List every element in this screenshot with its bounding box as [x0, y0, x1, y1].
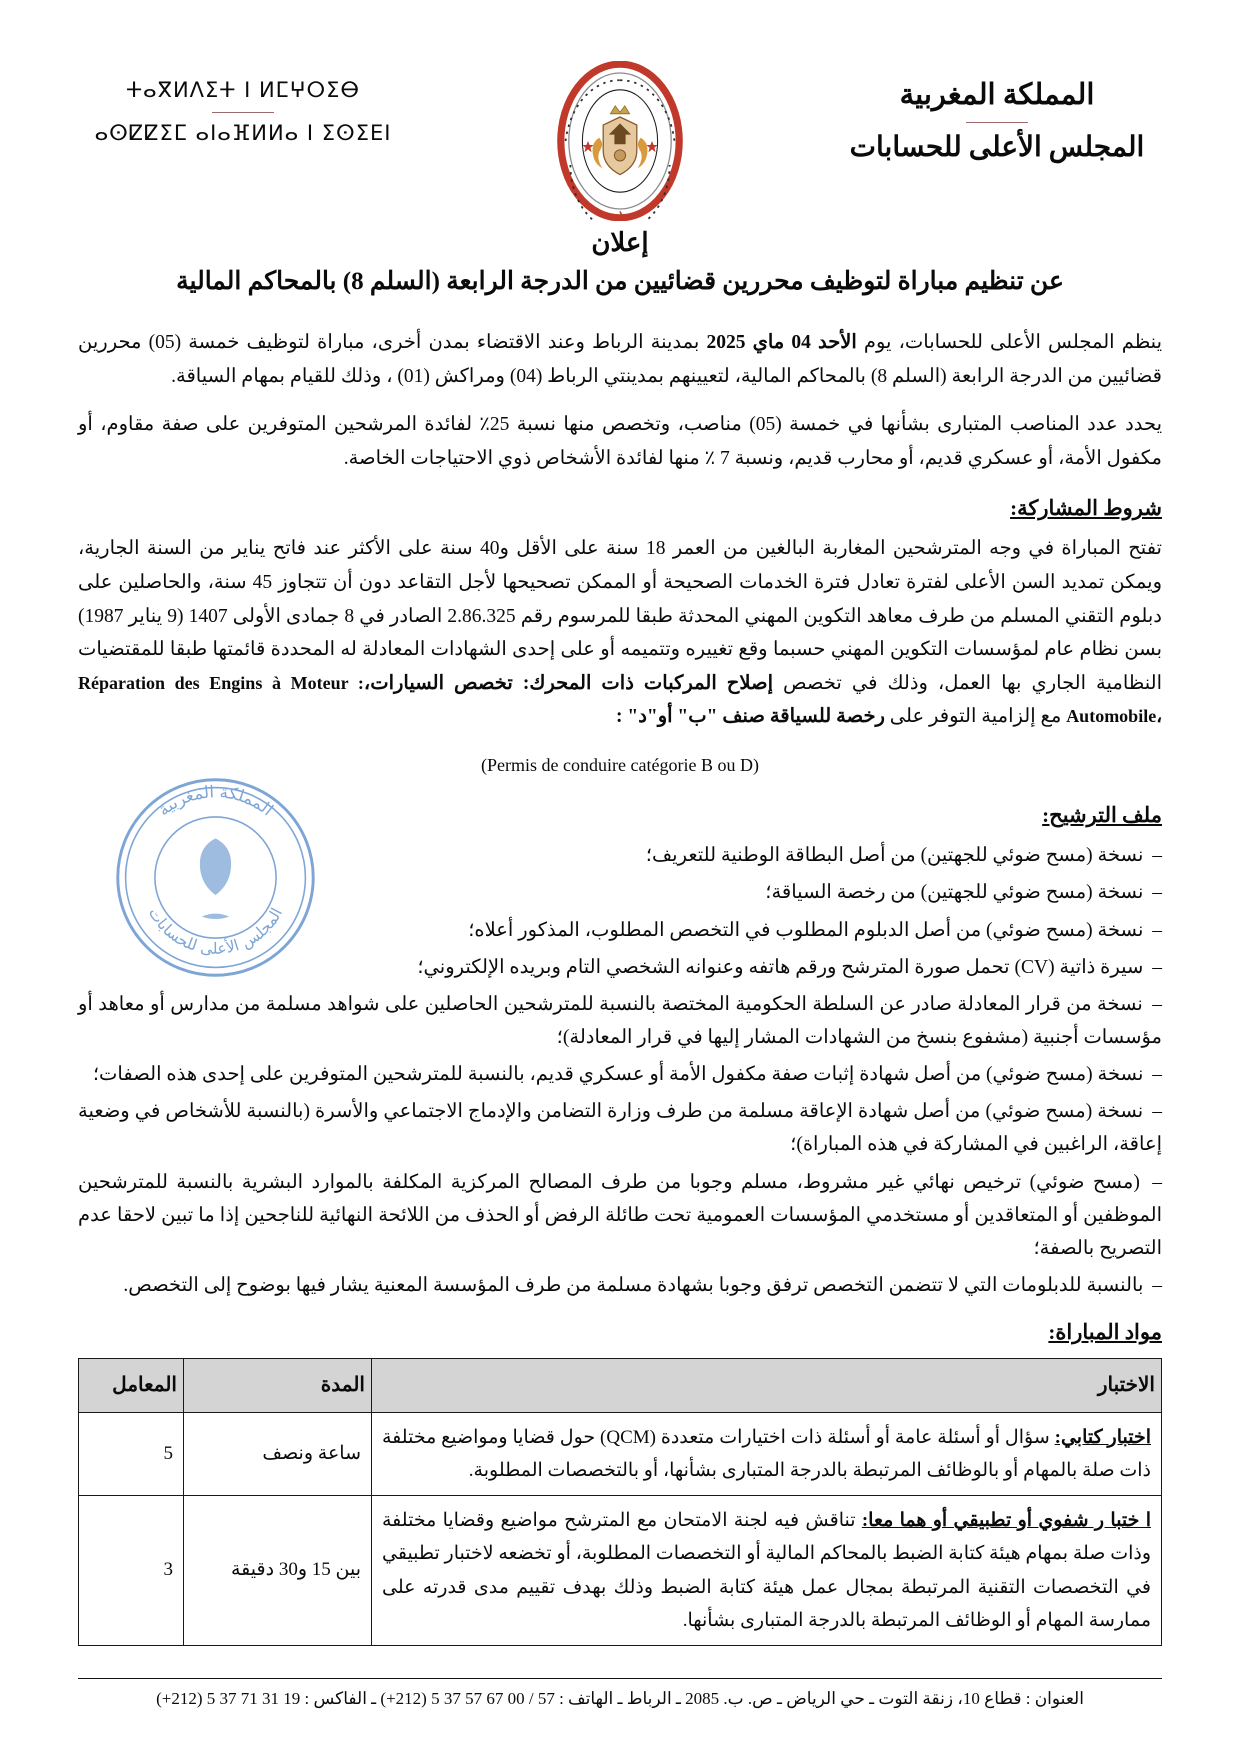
- exam-description-text: تناقش فيه لجنة الامتحان مع المترشح مواضيع وقضايا مختلفة وذات صلة بمهام هيئة كتابة الضبط بالمحاكم المالية أو التخصصات المطلوبة، أو تخضعه لاختبار تطبيقي في التخصصات التقنية المرتبطة بمجال عمل هيئة كتابة الضبط وذلك بهدف تقييم مدى قدرته على ممارسة المهام أو الوظائف المرتبطة بالدرجة المتبارى بشأنها.: [382, 1510, 1151, 1631]
- masthead-tifinagh: [78, 55, 408, 147]
- footer-divider: [78, 1678, 1162, 1679]
- list-item: [78, 914, 1162, 947]
- table-row: [79, 1496, 1162, 1646]
- list-item: [78, 1166, 1162, 1265]
- list-item-label: نسخة (مسح ضوئي) من أصل شهادة إثبات صفة مكفول الأمة أو عسكري قديم، بالنسبة للمترشحين المتوفرين على إحدى هذه الصفات؛: [92, 1064, 1144, 1086]
- exam-duration-cell: ساعة ونصف: [184, 1412, 372, 1496]
- council-label-ar: المجلس الأعلى للحسابات: [849, 132, 1145, 164]
- exam-type-label: ا ختبا ر شفوي أو تطبيقي أو هما معا:: [861, 1510, 1152, 1532]
- intro-paragraph-2: يحدد عدد المناصب المتبارى بشأنها في خمسة (05) مناصب، وتخصص منها نسبة 25٪ لفائدة المرشحين المتوفرين على صفة مقاوم، أو مكفول الأمة، أو عسكري قديم، أو محارب قديم، ونسبة 7 ٪ منها لفائدة الأشخاص ذوي الاحتياجات الخاصة.: [78, 414, 1162, 469]
- list-bullet-dash: –: [1152, 1275, 1162, 1296]
- exams-table-body: [79, 1412, 1162, 1646]
- list-bullet-dash: –: [1152, 956, 1162, 978]
- section-heading-exams: مواد المباراة:: [1048, 1320, 1162, 1345]
- exam-duration-cell: بين 15 و30 دقيقة: [184, 1496, 372, 1646]
- list-bullet-dash: –: [1152, 1101, 1163, 1123]
- specialty-value-fr: Réparation des Engins à Moteur : Automobile،: [78, 672, 1162, 727]
- emblem-container: [525, 55, 715, 221]
- table-header-row: [79, 1359, 1162, 1412]
- list-bullet-dash: –: [1152, 845, 1162, 867]
- exam-description-cell: [372, 1412, 1162, 1496]
- table-row: [79, 1412, 1162, 1496]
- list-item-label: نسخة (مسح ضوئي) من أصل شهادة الإعاقة مسلمة من طرف وزارة التضامن والإدماج الاجتماعي والأسرة (بالنسبة للأشخاص في وضعية إعاقة، الراغبين في المشاركة في هذه المباراة)؛: [78, 1101, 1162, 1156]
- column-header-duration: المدة: [184, 1359, 372, 1412]
- dossier-requirements-list: [78, 839, 1162, 1302]
- list-item: [78, 988, 1162, 1054]
- list-item: [78, 1095, 1162, 1161]
- list-item: [78, 1269, 1162, 1302]
- intro-paragraph-1: [78, 326, 1162, 393]
- section-heading-conditions: شروط المشاركة:: [1010, 496, 1162, 521]
- driving-licence-requirement: رخصة للسياقة صنف: [722, 706, 885, 728]
- list-bullet-dash: –: [1152, 919, 1162, 941]
- list-item: [78, 839, 1162, 872]
- exam-coefficient-cell: 5: [79, 1412, 184, 1496]
- masthead-separator-tifinagh: [212, 112, 274, 113]
- stamp-top-text: المملكة المغربية: [154, 782, 277, 820]
- document-footer: [78, 1678, 1162, 1712]
- exam-description-text: سؤال أو أسئلة عامة أو أسئلة ذات اختيارات متعددة (QCM) حول قضايا ومواضيع مختلفة ذات صلة بالمهام أو بالوظائف المرتبطة بالدرجة المتبارى بشأنها، أو بالتخصصات المطلوبة.: [382, 1426, 1151, 1481]
- list-item-label: نسخة من قرار المعادلة صادر عن السلطة الحكومية المختصة بالنسبة للمترشحين الحاصلين على شواهد مسلمة من مدارس أو معاهد أو مؤسسات أجنبية (مشفوع بنسخ من الشهادات المشار إليها في قرار المعادلة)؛: [78, 993, 1162, 1049]
- list-item: [78, 1058, 1162, 1091]
- masthead-separator: [966, 122, 1028, 123]
- competition-date: الأحد 04 ماي 2025: [706, 332, 857, 354]
- permis-text-fr: (Permis de conduire catégorie B ou D): [481, 754, 759, 775]
- stamp-bottom-text: المجلس الأعلى للحسابات: [144, 903, 287, 958]
- exams-table: [78, 1358, 1162, 1646]
- driving-licence-categories: "ب" أو"د" :: [616, 706, 718, 728]
- list-item-label: نسخة (مسح ضوئي) من أصل الدبلوم المطلوب في التخصص المطلوب، المذكور أعلاه؛: [468, 919, 1144, 941]
- list-item-label: سيرة ذاتية (CV) تحمل صورة المترشح ورقم هاتفه وعنوانه الشخصي التام وبريده الإلكتروني؛: [417, 956, 1144, 978]
- list-bullet-dash: –: [1152, 1171, 1163, 1193]
- kingdom-label-ar: المملكة المغربية: [899, 79, 1095, 111]
- intro-p1-before: ينظم المجلس الأعلى للحسابات، يوم: [856, 332, 1162, 354]
- council-label-tifinagh: ⴰⵙⵇⵇⵉⵎ ⴰⵏⴰⴼⵍⵍⴰ ⵏ ⵉⵙⵉⴹⵏ: [94, 121, 392, 146]
- permis-line-fr: [78, 749, 1162, 783]
- conditions-paragraph: [78, 532, 1162, 733]
- kingdom-label-tifinagh: ⵜⴰⴳⵍⴷⵉⵜ ⵏ ⵍⵎⵖⵔⵉⴱ: [125, 78, 361, 102]
- specialty-value-ar: تخصص السيارات،: [363, 672, 513, 694]
- list-item-label: نسخة (مسح ضوئي للجهتين) من أصل البطاقة الوطنية للتعريف؛: [645, 845, 1144, 867]
- document-body: [78, 326, 1162, 1646]
- exams-table-head: [79, 1359, 1162, 1412]
- list-bullet-dash: –: [1152, 882, 1162, 904]
- column-header-coefficient: المعامل: [79, 1359, 184, 1412]
- exam-description-cell: [372, 1496, 1162, 1646]
- list-item-label: نسخة (مسح ضوئي للجهتين) من رخصة السياقة؛: [765, 882, 1144, 904]
- specialty-label-ar: إصلاح المركبات ذات المحرك:: [522, 672, 773, 694]
- announcement-kicker: إعلان: [591, 228, 649, 257]
- intro-p1-after: بمدينة الرباط وعند الاقتضاء بمدن أخرى، مباراة لتوظيف خمسة (05) محررين قضائيين من الدرجة الرابعة (السلم 8) بالمحاكم المالية، لتعيينهم بمدينتي الرباط (04) ومراكش (01) ، وذلك للقيام بمهام السياقة.: [78, 332, 1162, 387]
- morocco-coat-of-arms-emblem: [540, 61, 700, 221]
- specialty-requirement-text: مع إلزامية التوفر على: [889, 706, 1062, 728]
- column-header-exam: الاختبار: [372, 1359, 1162, 1412]
- exam-coefficient-cell: 3: [79, 1496, 184, 1646]
- list-bullet-dash: –: [1152, 993, 1163, 1015]
- footer-contact-line: العنوان : قطاع 10، زنقة التوت ـ حي الرياض ـ ص. ب. 2085 ـ الرباط ـ الهاتف : 57 / 00 67 57 37 5 (212+) ـ الفاكس : 19 31 71 37 5 (212+): [156, 1688, 1084, 1708]
- exam-type-label: اختبار كتابي:: [1054, 1426, 1152, 1448]
- document-masthead: [78, 55, 1162, 220]
- conditions-text: تفتح المباراة في وجه المترشحين المغاربة البالغين من العمر 18 سنة على الأقل و40 سنة على الأكثر عند فاتح يناير من السنة الجارية، ويمكن تمديد السن الأعلى لفترة تعادل فترة الخدمات الصحيحة أو الممكن تصحيحها لأجل التقاعد دون أن تتجاوز 45 سنة، والحاصلين على دبلوم التقني المسلم من طرف معاهد التكوين المهني المحدثة طبقا للمرسوم رقم 2.86.325 الصادر في 8 جمادى الأولى 1407 (9 يناير 1987) بسن نظام عام لمؤسسات التكوين المهني حسبما وقع تغييره وتتميمه أو على إحدى الشهادات المعادلة له المحددة قائمتها طبقا للمقتضيات النظامية الجاري بها العمل، وذلك في تخصص: [78, 538, 1163, 694]
- list-item: [78, 876, 1162, 909]
- section-heading-dossier: ملف الترشيح:: [1042, 803, 1162, 828]
- list-item-label: (مسح ضوئي) ترخيص نهائي غير مشروط، مسلم وجوبا من طرف المصالح المركزية المكلفة بالموارد البشرية بالنسبة للمترشحين الموظفين أو المتعاقدين أو مستخدمي المؤسسات العمومية تحت طائلة الرفض أو الحذف من اللائحة النهائية للناجحين إذا ما تبين لاحقا عدم التصريح بالصفة؛: [78, 1171, 1162, 1259]
- list-bullet-dash: –: [1152, 1064, 1162, 1086]
- list-item: [78, 951, 1162, 984]
- page-title: عن تنظيم مباراة لتوظيف محررين قضائيين من الدرجة الرابعة (السلم 8) بالمحاكم المالية: [176, 268, 1064, 295]
- masthead-arabic: [832, 55, 1162, 165]
- list-item-label: بالنسبة للدبلومات التي لا تتضمن التخصص ترفق وجوبا بشهادة مسلمة من طرف المؤسسة المعنية يشار فيها بوضوح إلى التخصص.: [123, 1275, 1144, 1296]
